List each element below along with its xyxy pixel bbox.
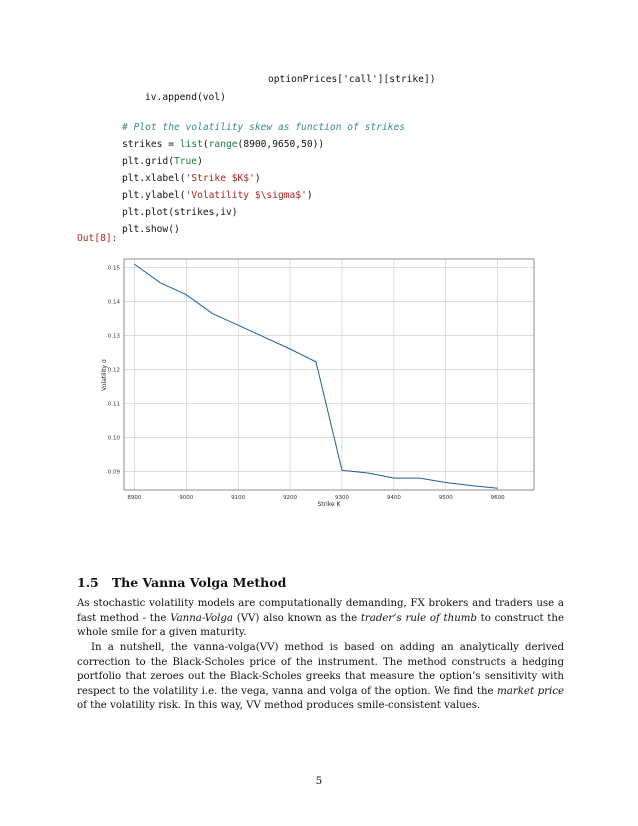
x-tick-label: 9300 [334,495,349,501]
y-tick-label: 0.13 [107,333,120,340]
y-tick-label: 0.15 [107,265,120,272]
code-line: plt.grid(True) [122,156,203,167]
x-tick-label: 9000 [179,495,194,501]
code-line: optionPrices['call'][strike]) [268,74,436,85]
plot-frame [124,259,534,490]
y-tick-label: 0.12 [107,367,120,374]
y-axis-label: Volatility σ [101,359,108,391]
y-tick-label: 0.14 [107,299,120,306]
code-line: plt.plot(strikes,iv) [122,207,238,218]
volatility-series-line [134,264,497,488]
code-line: plt.ylabel('Volatility $\sigma$') [122,190,313,201]
grid-lines [124,259,534,490]
code-comment: # Plot the volatility skew as function of strikes [122,122,406,133]
code-line: strikes = list(range(8900,9650,50)) [122,139,325,150]
section-number: 1.5 [77,575,99,590]
y-tick-label: 0.11 [107,401,120,408]
x-tick-label: 9600 [490,495,505,501]
y-tick-label: 0.09 [107,469,120,476]
x-tick-label: 9500 [438,495,453,501]
output-prompt: Out[8]: [77,233,118,244]
x-axis-label: Strike K [317,501,341,508]
page-number: 5 [315,775,323,787]
x-tick-label: 9200 [283,495,298,501]
paragraph-1: As stochastic volatility models are computationally demanding, FX brokers and traders use a fast method - the Vanna-Volga (VV) also known as the trader’s rule of thumb to construct the whole smile for a given maturity. [77,598,564,639]
x-tick-label: 8900 [127,495,142,501]
x-tick-label: 9400 [386,495,401,501]
code-line: iv.append(vol) [145,92,226,103]
code-line: plt.show() [122,224,180,235]
y-tick-label: 0.10 [107,435,120,442]
paragraph-2: In a nutshell, the vanna-volga(VV) method is based on adding an analytically derived correction to the Black-Scholes price of the instrument. The method constructs a hedging portfolio that zeroes out the Black-Scholes greeks that measure the option’s sensitivity with respect to the volatility i.e. the vega, vanna and volga of the option. We find the market price of the volatility risk. In this way, VV method produces smile-consistent values. [77,642,564,712]
code-line: plt.xlabel('Strike $K$') [122,173,261,184]
x-tick-label: 9100 [231,495,246,501]
section-title: The Vanna Volga Method [111,575,287,590]
section-heading [77,575,286,590]
